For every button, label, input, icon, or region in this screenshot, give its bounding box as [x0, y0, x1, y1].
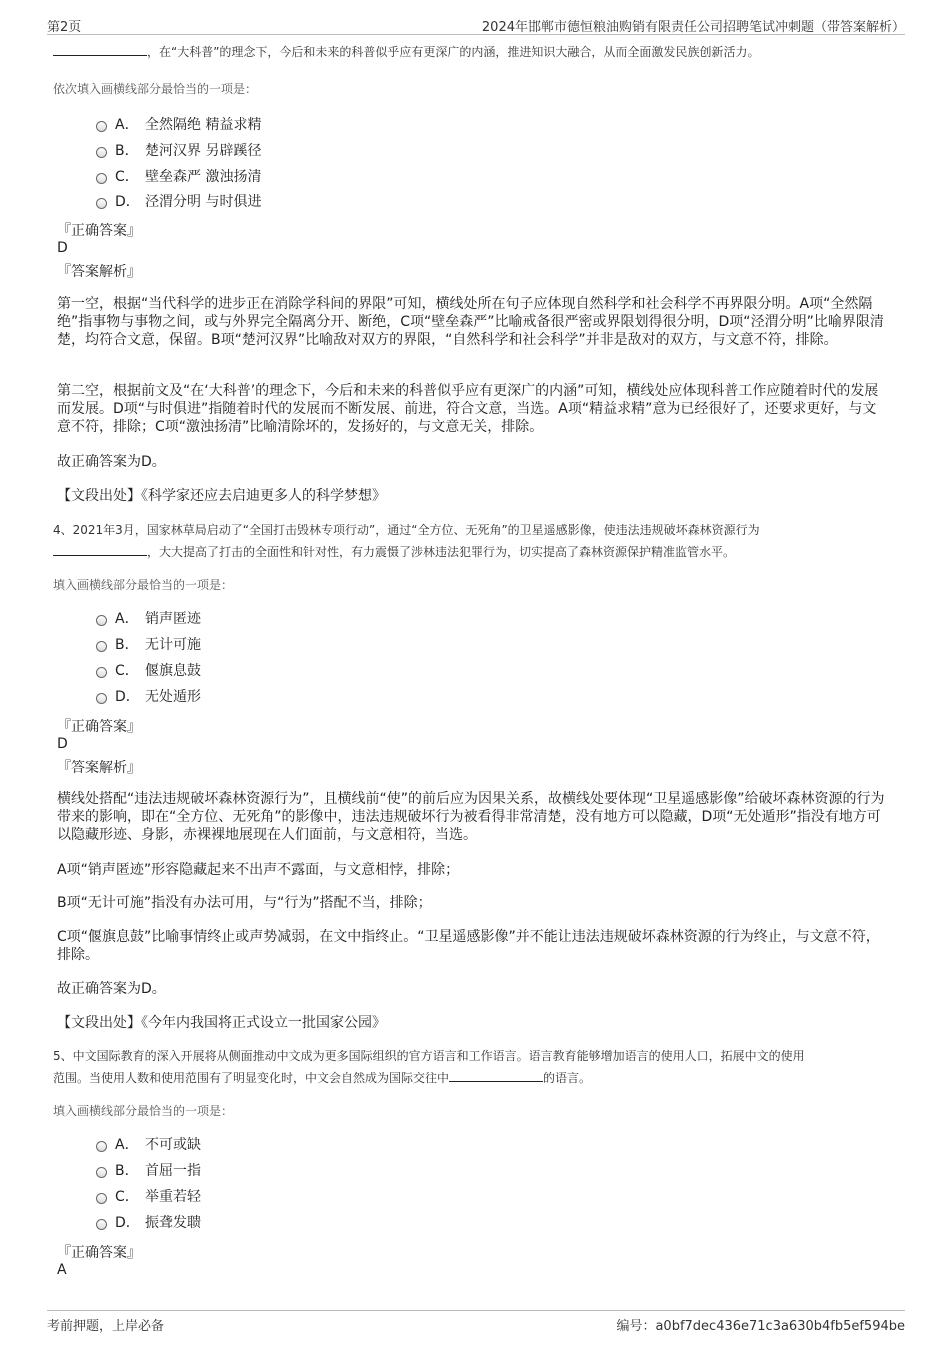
fill-blank: [449, 1069, 543, 1082]
page-footer: [47, 1310, 905, 1335]
footer-slogan: 考前押题，上岸必备: [47, 1319, 165, 1334]
answer-label: 『正确答案』: [57, 1245, 141, 1261]
option-d[interactable]: D． 振聋发聩: [96, 1212, 201, 1234]
fill-blank: [53, 543, 147, 556]
option-c[interactable]: C． 偃旗息鼓: [96, 660, 201, 682]
answer-value: A: [57, 1262, 67, 1278]
radio-icon[interactable]: [96, 641, 107, 652]
fill-blank: [53, 43, 147, 56]
analysis-conclusion: 故正确答案为D。: [57, 981, 166, 997]
page-header: [47, 14, 905, 35]
option-d[interactable]: D． 无处遁形: [96, 686, 201, 708]
option-c[interactable]: C． 举重若轻: [96, 1186, 201, 1208]
analysis-paragraph: 横线处搭配“违法违规破坏森林资源行为”，且横线前“使”的前后应为因果关系，故横线处要体现“卫星遥感影像”给破坏森林资源的行为带来的影响，即在“全方位、无死角”的影像中，违法违规破坏行为被看得非常清楚，没有地方可以隐藏，D项“无处遁形”指没有地方可以隐藏形迹、身影，赤裸裸地展现在人们面前，与文意相符，当选。: [57, 791, 885, 843]
radio-icon[interactable]: [96, 198, 107, 209]
question-5-prompt: 填入画横线部分最恰当的一项是：: [53, 1104, 234, 1118]
radio-icon[interactable]: [96, 173, 107, 184]
analysis-paragraph: A项“销声匿迹”形容隐藏起来不出声不露面，与文意相悖，排除；: [57, 862, 460, 878]
option-b[interactable]: B． 楚河汉界 另辟蹊径: [96, 140, 261, 162]
option-a[interactable]: A． 全然隔绝 精益求精: [96, 114, 261, 136]
radio-icon[interactable]: [96, 693, 107, 704]
radio-icon[interactable]: [96, 667, 107, 678]
answer-label: 『正确答案』: [57, 719, 141, 735]
answer-label: 『正确答案』: [57, 223, 141, 239]
source-citation: 【文段出处】《今年内我国将正式设立一批国家公园》: [57, 1015, 386, 1031]
page-number: 第2页: [47, 20, 82, 35]
question-4-stem: 4、2021年3月，国家林草局启动了“全国打击毁林专项行动”，通过“全方位、无死角”的卫星遥感影像，使违法违规破坏森林资源行为 ，大大提高了打击的全面性和针对性，有力震慑了涉林违法犯罪行为，切实提高了森林资源保护精准监管水平。: [53, 523, 760, 559]
question-5-stem: 5、中文国际教育的深入开展将从侧面推动中文成为更多国际组织的官方语言和工作语言。语言教育能够增加语言的使用人口，拓展中文的使用 范围。当使用人数和使用范围有了明显变化时，中文会自然成为国际交往中 的语言。: [53, 1049, 805, 1085]
question-3-stem: ，在“大科普”的理念下，今后和未来的科普似乎应有更深广的内涵，推进知识大融合，从而全面激发民族创新活力。: [53, 41, 898, 63]
document-title: 2024年邯郸市德恒粮油购销有限责任公司招聘笔试冲刺题（带答案解析）: [481, 20, 905, 35]
analysis-paragraph: B项“无计可施”指没有办法可用，与“行为”搭配不当，排除；: [57, 895, 432, 911]
analysis-conclusion: 故正确答案为D。: [57, 454, 166, 470]
option-b[interactable]: B． 首屈一指: [96, 1160, 201, 1182]
radio-icon[interactable]: [96, 121, 107, 132]
question-3-prompt: 依次填入画横线部分最恰当的一项是：: [53, 82, 258, 96]
radio-icon[interactable]: [96, 1219, 107, 1230]
option-a[interactable]: A． 销声匿迹: [96, 608, 201, 630]
radio-icon[interactable]: [96, 1141, 107, 1152]
source-citation: 【文段出处】《科学家还应去启迪更多人的科学梦想》: [57, 488, 386, 504]
analysis-label: 『答案解析』: [57, 264, 141, 280]
radio-icon[interactable]: [96, 147, 107, 158]
radio-icon[interactable]: [96, 1167, 107, 1178]
document-id: 编号：a0bf7dec436e71c3a630b4fb5ef594be: [616, 1319, 905, 1334]
radio-icon[interactable]: [96, 615, 107, 626]
analysis-paragraph: 第二空，根据前文及“在‘大科普’的理念下，今后和未来的科普似乎应有更深广的内涵”可知，横线处应体现科普工作应随着时代的发展而发展。D项“与时俱进”指随着时代的发展而不断发展、前进，符合文意，当选。A项“精益求精”意为已经很好了，还要求更好，与文意不符，排除；C项“激浊扬清”比喻清除坏的，发扬好的，与文意无关，排除。: [57, 383, 879, 435]
radio-icon[interactable]: [96, 1193, 107, 1204]
option-c[interactable]: C． 壁垒森严 激浊扬清: [96, 166, 261, 188]
analysis-label: 『答案解析』: [57, 760, 141, 776]
option-b[interactable]: B． 无计可施: [96, 634, 201, 656]
analysis-paragraph: C项“偃旗息鼓”比喻事情终止或声势减弱，在文中指终止。“卫星遥感影像”并不能让违法违规破坏森林资源的行为终止，与文意不符，排除。: [57, 929, 880, 963]
analysis-paragraph: 第一空，根据“当代科学的进步正在消除学科间的界限”可知，横线处所在句子应体现自然科学和社会科学不再界限分明。A项“全然隔绝”指事物与事物之间，或与外界完全隔离分开、断绝，C项“壁垒森严”比喻戒备很严密或界限划得很分明，D项“泾渭分明”比喻界限清楚，均符合文意，保留。B项“楚河汉界”比喻敌对双方的界限，“自然科学和社会科学”并非是敌对的双方，与文意不符，排除。: [57, 296, 884, 348]
option-d[interactable]: D． 泾渭分明 与时俱进: [96, 191, 261, 213]
answer-value: D: [57, 240, 68, 256]
option-a[interactable]: A． 不可或缺: [96, 1134, 201, 1156]
question-4-prompt: 填入画横线部分最恰当的一项是：: [53, 578, 234, 592]
answer-value: D: [57, 736, 68, 752]
